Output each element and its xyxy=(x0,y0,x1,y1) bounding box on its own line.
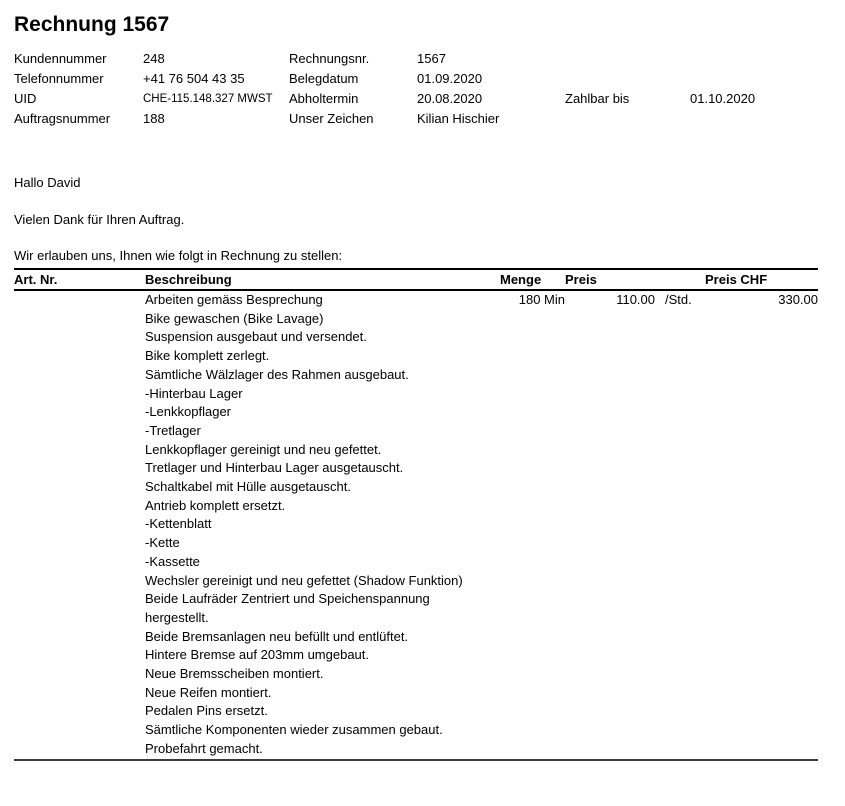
info-value-left: 248 xyxy=(143,51,165,66)
cell-menge xyxy=(500,403,565,422)
cell-unit xyxy=(655,609,705,628)
cell-preis xyxy=(565,721,655,740)
info-label-middle: Abholtermin xyxy=(289,91,359,106)
cell-unit xyxy=(655,515,705,534)
cell-artnr xyxy=(14,290,145,310)
cell-unit xyxy=(655,534,705,553)
cell-menge xyxy=(500,422,565,441)
table-row xyxy=(14,609,818,628)
cell-menge xyxy=(500,572,565,591)
table-row xyxy=(14,646,818,665)
cell-preis: 110.00 xyxy=(616,292,655,307)
cell-beschreibung: Arbeiten gemäss Besprechung xyxy=(145,292,323,307)
table-row xyxy=(14,702,818,721)
cell-menge xyxy=(500,328,565,347)
cell-menge xyxy=(500,609,565,628)
cell-menge xyxy=(500,553,565,572)
info-value-left: +41 76 504 43 35 xyxy=(143,71,245,86)
cell-unit xyxy=(655,385,705,404)
cell-beschreibung: Beide Laufräder Zentriert und Speichenspannung xyxy=(145,591,430,607)
info-value-right xyxy=(690,109,818,129)
cell-beschreibung: Sämtliche Komponenten wieder zusammen gebaut. xyxy=(145,722,443,738)
info-value-middle: Kilian Hischier xyxy=(417,111,500,126)
table-row xyxy=(14,441,818,460)
cell-menge xyxy=(500,441,565,460)
cell-artnr xyxy=(14,441,145,460)
cell-beschreibung: -Tretlager xyxy=(145,422,201,438)
table-row xyxy=(14,459,818,478)
info-label-left: UID xyxy=(14,91,37,106)
info-value-left: CHE-115.148.327 MWST xyxy=(143,93,273,105)
cell-artnr xyxy=(14,515,145,534)
cell-menge xyxy=(500,628,565,647)
cell-artnr xyxy=(14,665,145,684)
info-label-left: Telefonnummer xyxy=(14,71,104,86)
table-row xyxy=(14,740,818,760)
col-beschreibung-header: Beschreibung xyxy=(145,272,232,287)
cell-beschreibung: hergestellt. xyxy=(145,609,209,625)
col-artnr-header: Art. Nr. xyxy=(14,272,58,287)
page-title: Rechnung 1567 xyxy=(14,13,170,36)
cell-menge xyxy=(500,366,565,385)
table-row xyxy=(14,478,818,497)
table-header-row xyxy=(14,269,818,290)
cell-unit xyxy=(655,478,705,497)
cell-preis-chf xyxy=(705,740,818,760)
table-row xyxy=(14,290,818,310)
col-menge-header: Menge xyxy=(500,272,542,287)
cell-preis xyxy=(565,403,655,422)
cell-beschreibung: Antrieb komplett ersetzt. xyxy=(145,497,286,513)
cell-beschreibung: Tretlager und Hinterbau Lager ausgetauscht. xyxy=(145,460,404,476)
cell-unit xyxy=(655,403,705,422)
cell-beschreibung: Lenkkopflager gereinigt und neu gefettet. xyxy=(145,441,382,457)
cell-menge: 180 Min xyxy=(518,292,565,307)
cell-menge xyxy=(500,478,565,497)
cell-preis xyxy=(565,366,655,385)
cell-beschreibung: Bike komplett zerlegt. xyxy=(145,348,270,364)
line-items-table xyxy=(14,268,818,761)
cell-preis xyxy=(565,422,655,441)
info-row xyxy=(14,89,818,109)
table-row xyxy=(14,628,818,647)
cell-menge xyxy=(500,740,565,760)
cell-preis-chf xyxy=(705,403,818,422)
cell-menge xyxy=(500,702,565,721)
cell-artnr xyxy=(14,497,145,516)
cell-preis-chf xyxy=(705,590,818,609)
cell-unit: /Std. xyxy=(665,292,692,307)
table-row xyxy=(14,590,818,609)
cell-preis xyxy=(565,740,655,760)
cell-unit xyxy=(655,459,705,478)
table-row xyxy=(14,422,818,441)
cell-unit xyxy=(655,347,705,366)
table-row xyxy=(14,366,818,385)
cell-artnr xyxy=(14,721,145,740)
cell-preis-chf xyxy=(705,459,818,478)
cell-beschreibung: -Lenkkopflager xyxy=(145,404,231,420)
cell-preis xyxy=(565,553,655,572)
cell-unit xyxy=(655,366,705,385)
cell-preis-chf xyxy=(705,497,818,516)
cell-artnr xyxy=(14,628,145,647)
table-row xyxy=(14,684,818,703)
cell-preis xyxy=(565,459,655,478)
cell-preis xyxy=(565,702,655,721)
cell-preis-chf xyxy=(705,721,818,740)
info-row xyxy=(14,49,818,69)
cell-unit xyxy=(655,422,705,441)
cell-preis xyxy=(565,497,655,516)
cell-menge xyxy=(500,590,565,609)
cell-artnr xyxy=(14,702,145,721)
cell-unit xyxy=(655,721,705,740)
cell-preis xyxy=(565,478,655,497)
cell-artnr xyxy=(14,553,145,572)
cell-preis xyxy=(565,441,655,460)
info-label-right xyxy=(565,49,690,69)
cell-beschreibung: -Kettenblatt xyxy=(145,516,212,532)
cell-artnr xyxy=(14,366,145,385)
cell-artnr xyxy=(14,684,145,703)
col-preis-header: Preis xyxy=(565,272,597,287)
info-value-middle: 1567 xyxy=(417,51,446,66)
info-value-right xyxy=(690,69,818,89)
info-value-middle: 20.08.2020 xyxy=(417,91,483,106)
cell-artnr xyxy=(14,646,145,665)
info-label-right: Zahlbar bis xyxy=(565,91,630,106)
table-row xyxy=(14,721,818,740)
cell-preis-chf xyxy=(705,702,818,721)
cell-preis-chf xyxy=(705,646,818,665)
info-label-middle: Rechnungsnr. xyxy=(289,51,370,66)
info-value-right: 01.10.2020 xyxy=(690,91,756,106)
cell-beschreibung: Schaltkabel mit Hülle ausgetauscht. xyxy=(145,479,351,495)
info-value-right xyxy=(690,49,818,69)
cell-preis xyxy=(565,609,655,628)
cell-artnr xyxy=(14,347,145,366)
cell-menge xyxy=(500,684,565,703)
cell-beschreibung: -Kassette xyxy=(145,553,200,569)
info-value-middle: 01.09.2020 xyxy=(417,71,483,86)
cell-artnr xyxy=(14,478,145,497)
cell-beschreibung: -Kette xyxy=(145,535,180,551)
cell-beschreibung: Neue Reifen montiert. xyxy=(145,684,272,700)
cell-preis-chf xyxy=(705,441,818,460)
thanks-line: Vielen Dank für Ihren Auftrag. xyxy=(14,212,185,227)
cell-beschreibung: Pedalen Pins ersetzt. xyxy=(145,703,268,719)
cell-artnr xyxy=(14,590,145,609)
cell-preis xyxy=(565,646,655,665)
cell-unit xyxy=(655,590,705,609)
table-row xyxy=(14,515,818,534)
cell-beschreibung: Wechsler gereinigt und neu gefettet (Shadow Funktion) xyxy=(145,572,463,588)
cell-preis-chf xyxy=(705,553,818,572)
cell-preis-chf: 330.00 xyxy=(778,292,818,307)
info-label-left: Kundennummer xyxy=(14,51,107,66)
cell-preis-chf xyxy=(705,478,818,497)
cell-preis-chf xyxy=(705,628,818,647)
cell-beschreibung: -Hinterbau Lager xyxy=(145,385,243,401)
cell-preis-chf xyxy=(705,310,818,329)
cell-unit xyxy=(655,646,705,665)
invoice-info-grid xyxy=(14,49,818,129)
cell-menge xyxy=(500,665,565,684)
cell-menge xyxy=(500,459,565,478)
info-label-middle: Belegdatum xyxy=(289,71,359,86)
cell-unit xyxy=(655,310,705,329)
cell-menge xyxy=(500,721,565,740)
cell-preis xyxy=(565,515,655,534)
cell-menge xyxy=(500,385,565,404)
info-label-right xyxy=(565,109,690,129)
cell-beschreibung: Suspension ausgebaut und versendet. xyxy=(145,329,367,345)
cell-preis-chf xyxy=(705,347,818,366)
table-row xyxy=(14,497,818,516)
cell-menge xyxy=(500,646,565,665)
cell-menge xyxy=(500,497,565,516)
cell-unit xyxy=(655,740,705,760)
cell-unit xyxy=(655,684,705,703)
table-row xyxy=(14,534,818,553)
cell-unit xyxy=(655,665,705,684)
cell-unit xyxy=(655,628,705,647)
salutation-line: Hallo David xyxy=(14,175,81,190)
cell-beschreibung: Neue Bremsscheiben montiert. xyxy=(145,666,324,682)
cell-beschreibung: Hintere Bremse auf 203mm umgebaut. xyxy=(145,647,369,663)
table-row xyxy=(14,347,818,366)
intro-line: Wir erlauben uns, Ihnen wie folgt in Rechnung zu stellen: xyxy=(14,248,343,263)
table-row xyxy=(14,665,818,684)
cell-preis xyxy=(565,534,655,553)
cell-preis xyxy=(565,347,655,366)
col-preis-chf-header: Preis CHF xyxy=(705,272,768,287)
cell-artnr xyxy=(14,385,145,404)
cell-menge xyxy=(500,534,565,553)
cell-artnr xyxy=(14,534,145,553)
cell-unit xyxy=(655,553,705,572)
cell-unit xyxy=(655,702,705,721)
table-row xyxy=(14,328,818,347)
cell-preis-chf xyxy=(705,609,818,628)
cell-unit xyxy=(655,328,705,347)
cell-artnr xyxy=(14,609,145,628)
cell-beschreibung: Beide Bremsanlagen neu befüllt und entlüftet. xyxy=(145,628,409,644)
info-label-middle: Unser Zeichen xyxy=(289,111,374,126)
cell-preis xyxy=(565,628,655,647)
info-value-left: 188 xyxy=(143,111,165,126)
line-items-body xyxy=(14,290,818,760)
cell-unit xyxy=(655,441,705,460)
cell-preis-chf xyxy=(705,366,818,385)
info-row xyxy=(14,69,818,89)
cell-preis-chf xyxy=(705,515,818,534)
cell-artnr xyxy=(14,740,145,760)
cell-unit xyxy=(655,497,705,516)
table-row xyxy=(14,385,818,404)
cell-preis xyxy=(565,590,655,609)
cell-artnr xyxy=(14,403,145,422)
cell-preis-chf xyxy=(705,665,818,684)
cell-artnr xyxy=(14,328,145,347)
info-label-left: Auftragsnummer xyxy=(14,111,111,126)
table-row xyxy=(14,572,818,591)
info-label-right xyxy=(565,69,690,89)
cell-preis-chf xyxy=(705,422,818,441)
cell-preis-chf xyxy=(705,328,818,347)
cell-menge xyxy=(500,310,565,329)
cell-preis-chf xyxy=(705,572,818,591)
cell-artnr xyxy=(14,310,145,329)
cell-preis xyxy=(565,684,655,703)
cell-artnr xyxy=(14,459,145,478)
cell-preis xyxy=(565,328,655,347)
cell-artnr xyxy=(14,422,145,441)
table-row xyxy=(14,403,818,422)
cell-beschreibung: Sämtliche Wälzlager des Rahmen ausgebaut. xyxy=(145,366,409,382)
cell-preis-chf xyxy=(705,684,818,703)
table-row xyxy=(14,553,818,572)
cell-preis-chf xyxy=(705,534,818,553)
cell-beschreibung: Bike gewaschen (Bike Lavage) xyxy=(145,310,324,326)
cell-preis xyxy=(565,572,655,591)
cell-beschreibung: Probefahrt gemacht. xyxy=(145,740,263,756)
cell-menge xyxy=(500,347,565,366)
table-row xyxy=(14,310,818,329)
cell-preis-chf xyxy=(705,385,818,404)
cell-unit xyxy=(655,572,705,591)
cell-preis xyxy=(565,385,655,404)
cell-preis xyxy=(565,665,655,684)
cell-menge xyxy=(500,515,565,534)
col-unit-header xyxy=(655,269,705,290)
cell-artnr xyxy=(14,572,145,591)
cell-preis xyxy=(565,310,655,329)
info-row xyxy=(14,109,818,129)
